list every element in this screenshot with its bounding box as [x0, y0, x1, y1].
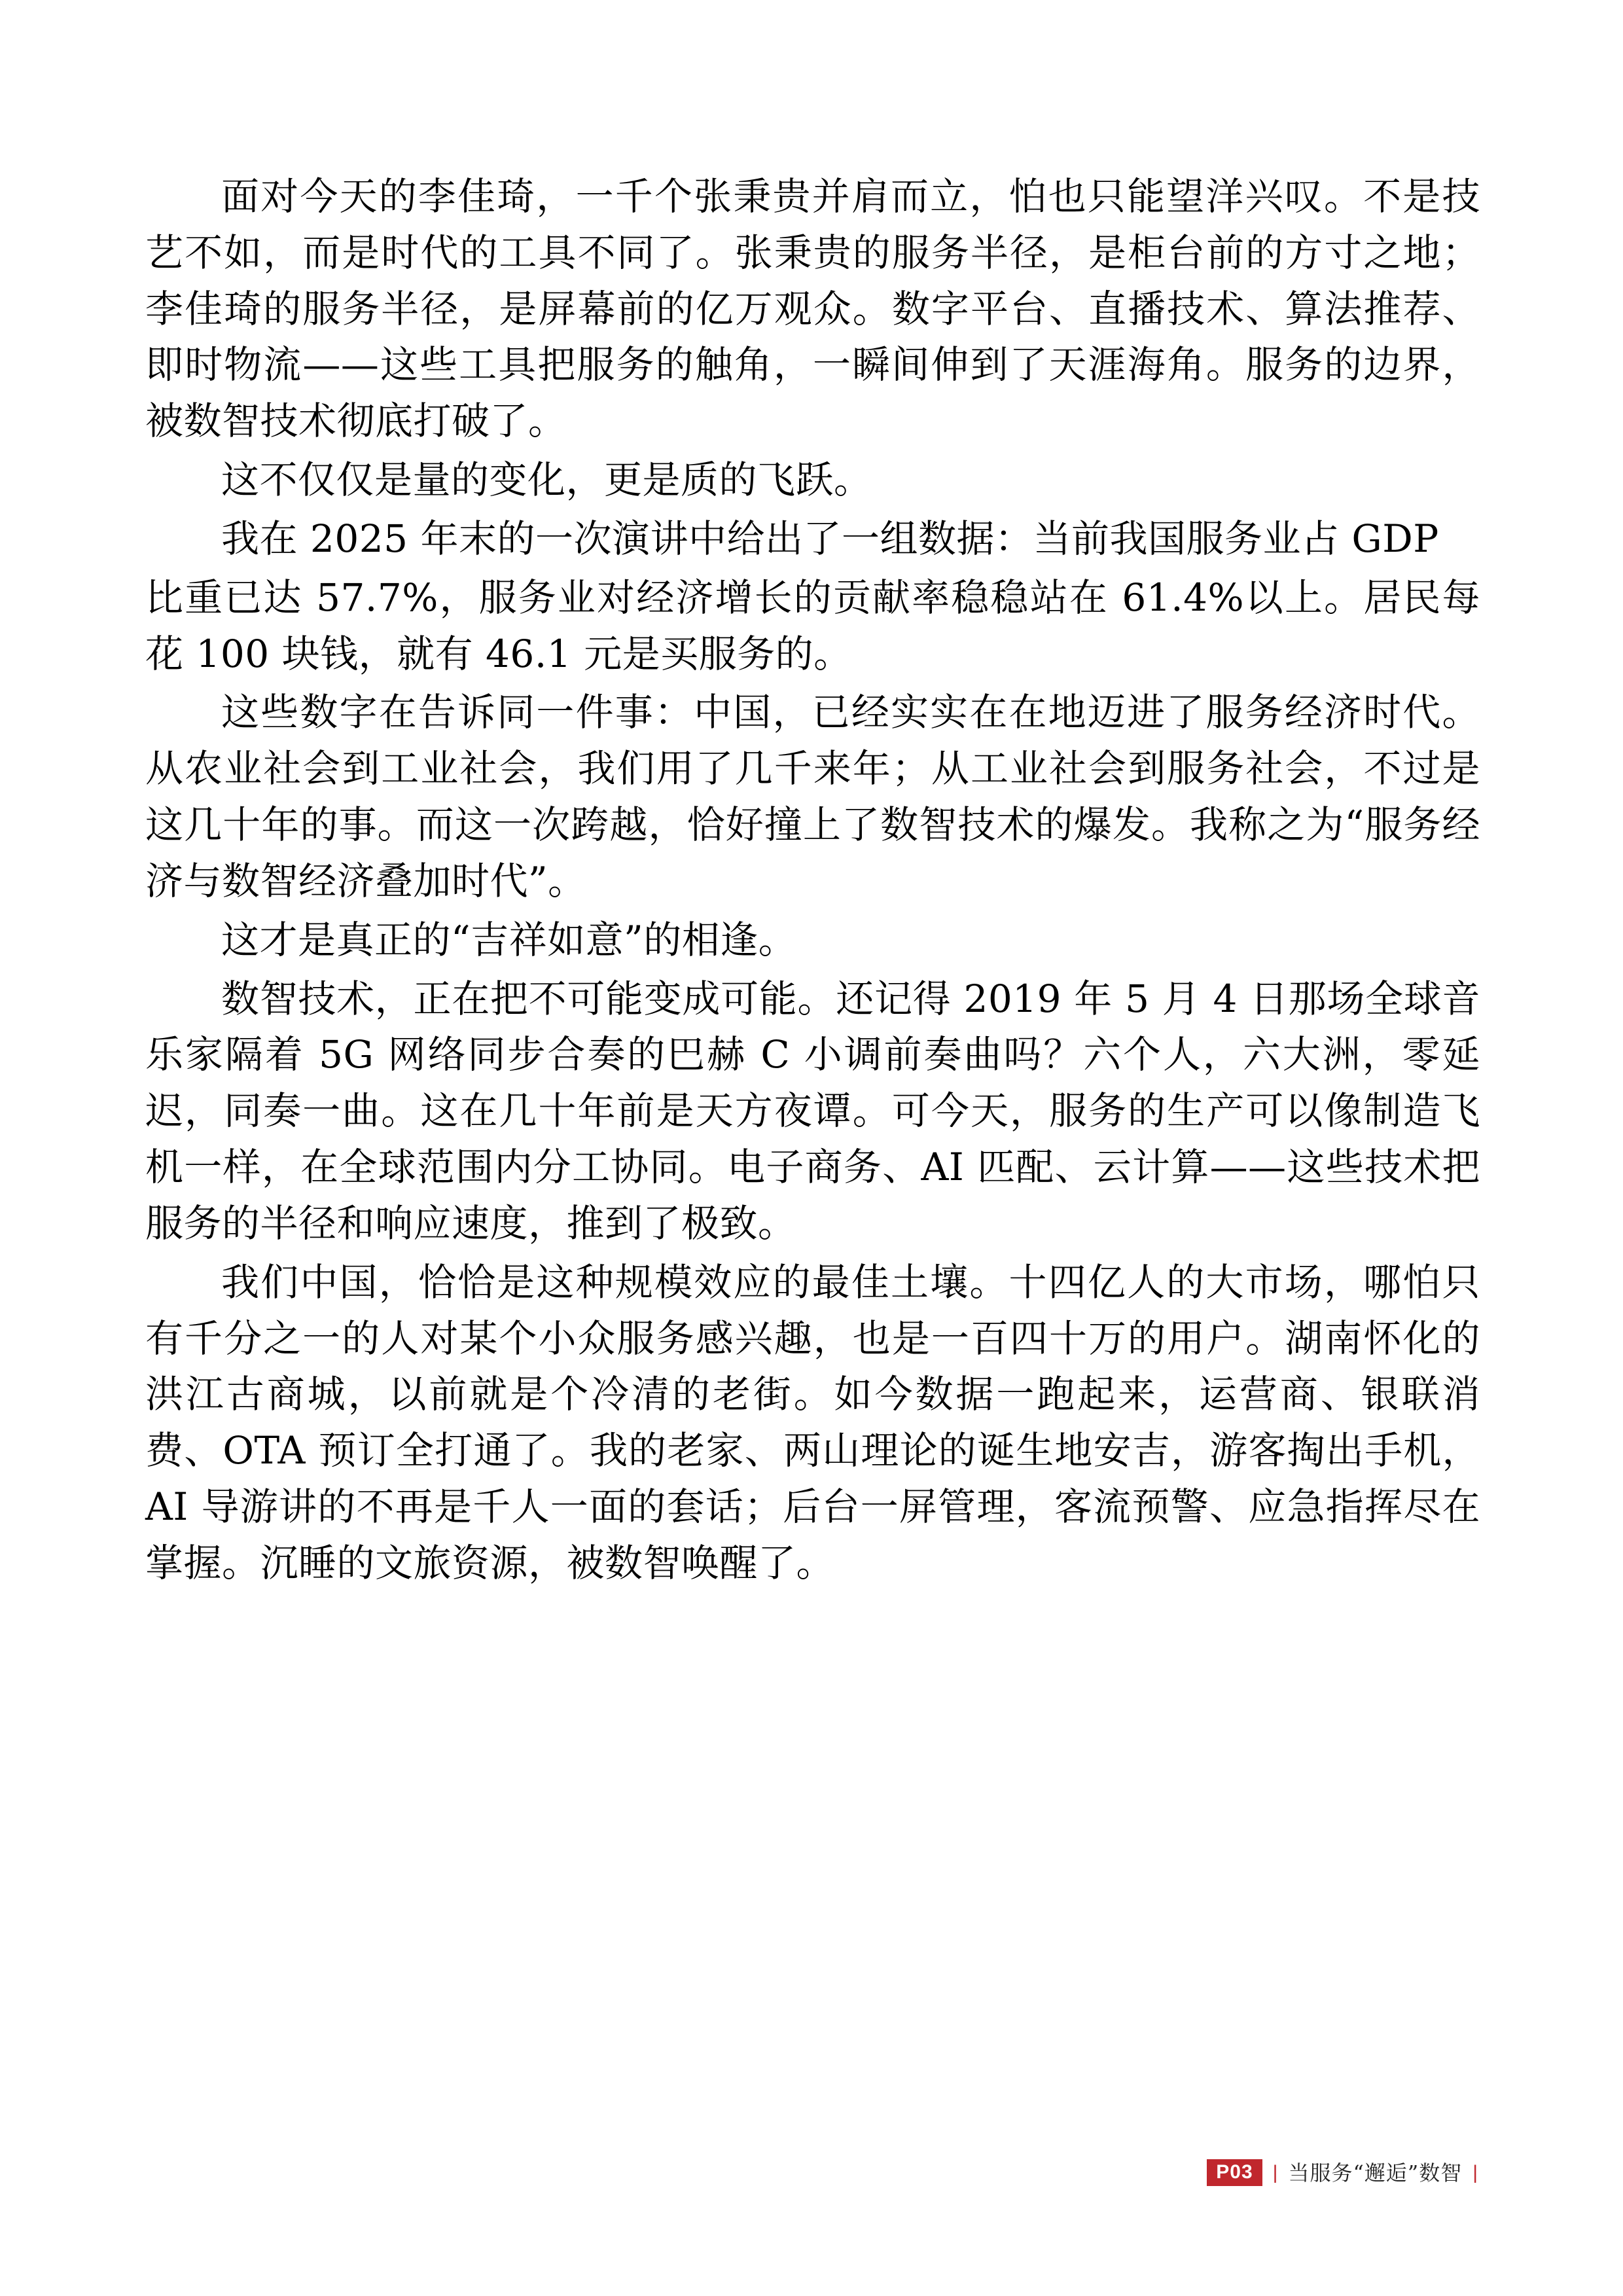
- page-footer: [1207, 2159, 1478, 2186]
- paragraph: 这不仅仅是量的变化，更是质的飞跃。: [221, 457, 872, 503]
- paragraph: 数智技术，正在把不可能变成可能。还记得 2019 年 5 月 4 日那场全球音乐家隔着 5G 网络同步合奏的巴赫 C 小调前奏曲吗？六个人，六大洲，零延迟，同奏一曲。这在几十年前是天方夜谭。可今天，服务的生产可以像制造飞机一样，在全球范围内分工协同。电子商务、AI 匹配、云计算——这些技术把服务的半径和响应速度，推到了极致。: [145, 976, 1480, 1246]
- paragraph: 面对今天的李佳琦，一千个张秉贵并肩而立，怕也只能望洋兴叹。不是技艺不如，而是时代的工具不同了。张秉贵的服务半径，是柜台前的方寸之地；李佳琦的服务半径，是屏幕前的亿万观众。数字平台、直播技术、算法推荐、即时物流——这些工具把服务的触角，一瞬间伸到了天涯海角。服务的边界，被数智技术彻底打破了。: [145, 174, 1480, 444]
- paragraph: 比重已达 57.7%，服务业对经济增长的贡献率稳稳站在 61.4%以上。居民每花 100 块钱，就有 46.1 元是买服务的。: [145, 575, 1480, 676]
- body-text: [145, 169, 1480, 1594]
- footer-separator: |: [1272, 2161, 1278, 2183]
- paragraph: 我们中国，恰恰是这种规模效应的最佳土壤。十四亿人的大市场，哪怕只有千分之一的人对某个小众服务感兴趣，也是一百四十万的用户。湖南怀化的洪江古商城，以前就是个冷清的老街。如今数据一跑起来，运营商、银联消费、OTA 预订全打通了。我的老家、两山理论的诞生地安吉，游客掏出手机，AI 导游讲的不再是千人一面的套话；后台一屏管理，客流预警、应急指挥尽在掌握。沉睡的文旅资源，被数智唤醒了。: [145, 1259, 1480, 1585]
- page-number-badge: P03: [1207, 2159, 1262, 2186]
- footer-end-bar: |: [1472, 2161, 1478, 2183]
- footer-article-title: 当服务“邂逅”数智: [1288, 2160, 1463, 2185]
- paragraph: 我在 2025 年末的一次演讲中给出了一组数据：当前我国服务业占 GDP: [221, 516, 1439, 561]
- paragraph: 这才是真正的“吉祥如意”的相逢。: [221, 917, 797, 962]
- paragraph: 这些数字在告诉同一件事：中国，已经实实在在地迈进了服务经济时代。从农业社会到工业社会，我们用了几千来年；从工业社会到服务社会，不过是这几十年的事。而这一次跨越，恰好撞上了数智技术的爆发。我称之为“服务经济与数智经济叠加时代”。: [145, 690, 1480, 903]
